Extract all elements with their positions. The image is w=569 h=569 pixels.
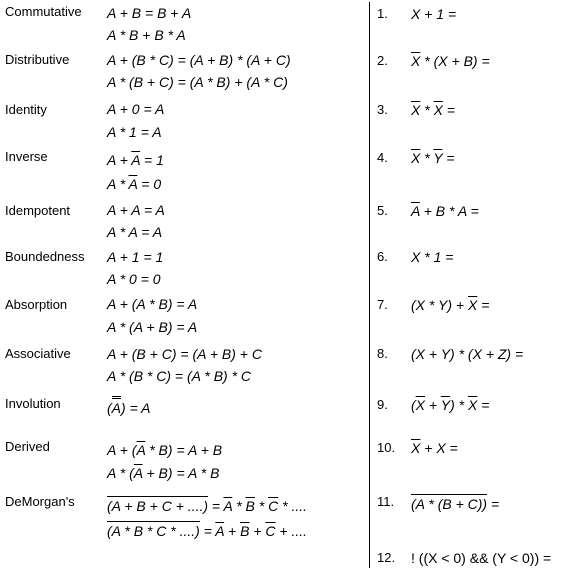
law-equation-text: $A * \overline{A} = 0$: [107, 176, 162, 192]
complement-variable: $\overline{Y}$: [440, 397, 451, 413]
problem-number: 6.: [377, 249, 388, 264]
problem-expression: [411, 53, 490, 69]
law-equation: [107, 27, 186, 43]
complement-variable: $\overline{X}$: [411, 102, 421, 118]
law-equation: [107, 523, 307, 539]
law-name: Inverse: [5, 149, 48, 164]
problem-number: 4.: [377, 150, 388, 165]
problem-expression: [411, 150, 455, 166]
complement-variable: $\overline{A}$: [223, 498, 233, 514]
problem-number: 11.: [377, 494, 395, 509]
complement-variable: $\overline{C}$: [268, 498, 279, 514]
problem-expression-text: $\overline{X} * (X + B)$ =: [411, 53, 490, 69]
problem-expression: ! ((X < 0) && (Y < 0)) =: [411, 550, 552, 566]
law-equation: A * (B + C) = (A * B) + (A * C): [107, 74, 288, 90]
law-equation: [107, 498, 307, 514]
complement-variable: $\overline{C}$: [265, 523, 276, 539]
problem-number: 7.: [377, 297, 388, 312]
complement-group: (A * B * C * ....): [107, 523, 200, 539]
law-name: Identity: [5, 102, 47, 117]
complement-variable: $\overline{Y}$: [433, 150, 443, 166]
law-equation-inverse-2: [107, 176, 161, 192]
law-equation: A + (A * B) = A: [107, 296, 198, 312]
problem-number: 12.: [377, 550, 396, 565]
law-equation-involution: [107, 400, 150, 416]
complement-group: (A * (B + C)): [411, 496, 488, 512]
law-equation-text: $A + (\overline{A} * B) = A + B$: [107, 442, 223, 458]
law-equation: [107, 5, 191, 21]
law-equation: A * A = A: [107, 224, 163, 240]
law-name: Associative: [5, 346, 71, 361]
complement-variable: $\overline{X}$: [411, 150, 421, 166]
problem-expression-text: $\overline{X} + X$ =: [411, 440, 458, 456]
complement-group: (A + B + C + ....): [107, 498, 209, 514]
law-equation: A + 0 = A: [107, 101, 165, 117]
problem-number: 10.: [377, 440, 396, 455]
complement-variable: $\overline{A}$: [128, 176, 138, 192]
law-equation: A * (A + B) = A: [107, 319, 198, 335]
complement-variable: $\overline{A}$: [131, 152, 141, 168]
problem-expression: X * 1 =: [411, 249, 454, 265]
law-equation: A + 1 = 1: [107, 249, 164, 265]
problem-expression-text: $\overline{A} + B * A$ =: [411, 203, 479, 219]
problem-expression-text: $\overline{X} * \overline{X}$ =: [411, 102, 455, 118]
complement-variable: $\overline{X}$: [411, 53, 421, 69]
complement-variable: $\overline{X}$: [467, 297, 478, 313]
law-equation-inverse-1: [107, 152, 164, 168]
complement-variable: $\overline{A}$: [133, 465, 143, 481]
problem-expression: [411, 297, 489, 313]
law-equation: A * (B * C) = (A * B) * C: [107, 368, 252, 384]
complement-variable: $\overline{X}$: [411, 440, 421, 456]
complement-variable: $\overline{B}$: [245, 498, 255, 514]
problem-expression-text: (A * (B + C)) =: [411, 496, 500, 512]
complement-variable: $\overline{X}$: [415, 397, 426, 413]
problem-expression: [411, 203, 479, 219]
law-name: DeMorgan's: [5, 494, 75, 509]
complement-variable: $\overline{B}$: [240, 523, 250, 539]
law-equation-text: (A + B + C + ....) = $\overline{A} * \overline{B} * \overline{C}$ * ....: [107, 498, 308, 514]
law-name: Commutative: [5, 4, 82, 19]
law-equation: A * 1 = A: [107, 124, 162, 140]
problem-number: 1.: [377, 6, 388, 21]
problem-number: 8.: [377, 346, 388, 361]
problem-expression: [411, 496, 499, 512]
complement-group: A: [112, 396, 121, 416]
problem-number: 2.: [377, 53, 388, 68]
law-equation: A + (B + C) = (A + B) + C: [107, 346, 262, 362]
law-equation: [107, 442, 222, 458]
problem-expression: (X + Y) * (X + Z) =: [411, 346, 524, 362]
column-divider: [369, 2, 370, 568]
law-equation: A + (B * C) = (A + B) * (A + C): [107, 52, 291, 68]
law-name: Boundedness: [5, 249, 85, 264]
law-name: Absorption: [5, 297, 68, 312]
complement-variable: $\overline{A}$: [136, 442, 146, 458]
problem-expression-text: $(\overline{X} + \overline{Y}) * \overline{X}$ =: [411, 397, 490, 413]
problem-expression: [411, 102, 455, 118]
law-name: Distributive: [5, 52, 70, 67]
law-name: Derived: [5, 439, 50, 454]
law-equation-text: (A * B * C * ....) = $\overline{A} + \overline{B} + \overline{C}$ + ....: [107, 523, 308, 539]
problem-expression-text: $(X * Y) + \overline{X}$ =: [411, 297, 490, 313]
problem-number: 5.: [377, 203, 388, 218]
problem-number: 9.: [377, 397, 388, 412]
complement-variable: $\overline{A}$: [215, 523, 225, 539]
problem-expression: [411, 397, 489, 413]
law-equation-text: A + B = B + A: [107, 5, 192, 21]
law-equation-text: A * B + B * A: [107, 27, 186, 43]
law-name: Involution: [5, 396, 61, 411]
law-equation-text: $A + \overline{A} = 1$: [107, 152, 164, 168]
law-equation-text: (A) = A: [107, 396, 150, 416]
law-equation: A * 0 = 0: [107, 271, 161, 287]
problem-expression: [411, 440, 458, 456]
law-equation: [107, 465, 219, 481]
law-equation-text: $A * (\overline{A} + B) = A * B$: [107, 465, 220, 481]
complement-variable: $\overline{A}$: [411, 203, 420, 219]
complement-variable: $\overline{X}$: [433, 102, 443, 118]
law-equation: A + A = A: [107, 202, 165, 218]
problem-expression-text: $\overline{X} * \overline{Y}$ =: [411, 150, 455, 166]
law-name: Idempotent: [5, 203, 71, 218]
problem-number: 3.: [377, 102, 388, 117]
complement-variable: $\overline{X}$: [467, 397, 478, 413]
problem-expression: X + 1 =: [411, 6, 457, 22]
